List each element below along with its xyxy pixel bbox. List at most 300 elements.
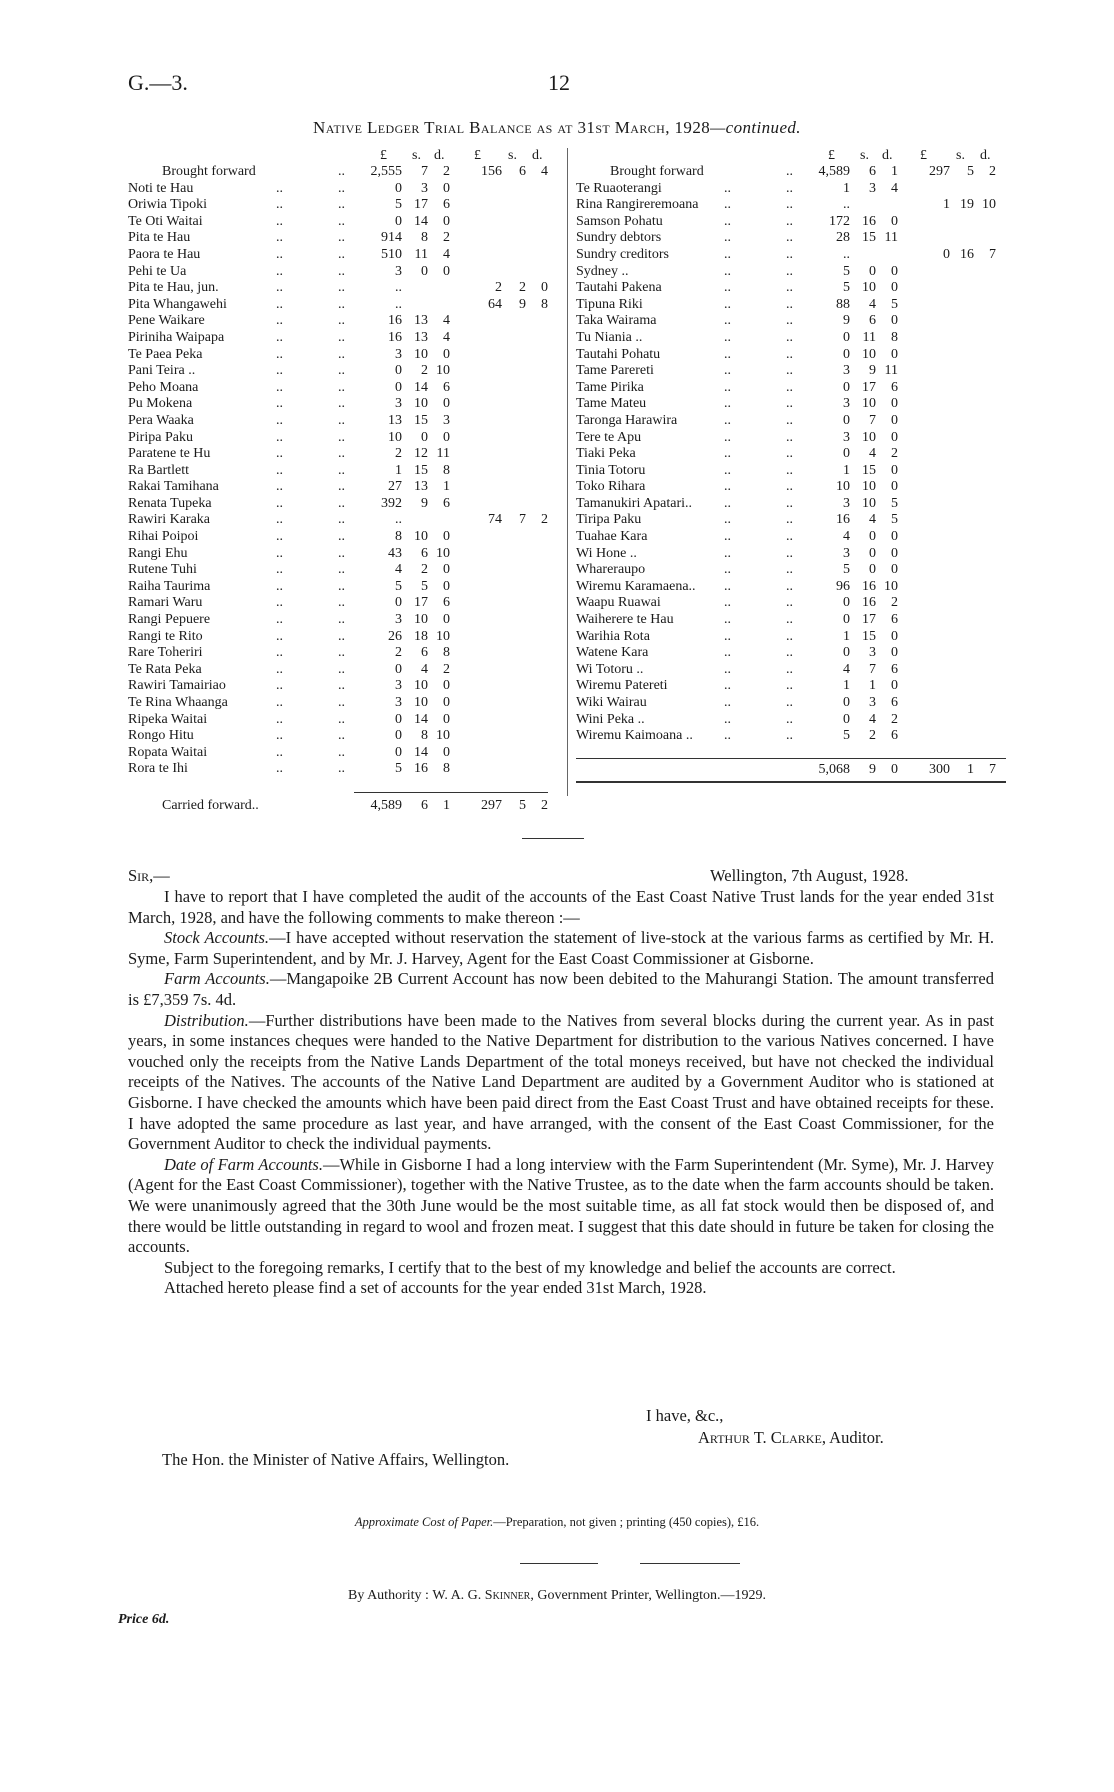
amount-shillings: 6 xyxy=(869,313,876,329)
account-name: Wi Totoru .. xyxy=(576,661,644,677)
leader-dots: .. xyxy=(724,197,731,213)
amount-pence: 0 xyxy=(443,578,450,594)
paragraph-certify: Subject to the foregoing remarks, I certify that to the best of my knowledge and belief the accounts are correct. xyxy=(164,1257,896,1277)
leader-dots: .. xyxy=(338,329,345,345)
addressee: The Hon. the Minister of Native Affairs, Wellington. xyxy=(162,1450,510,1469)
amount-pounds: 5 xyxy=(395,197,402,213)
leader-dots: .. xyxy=(786,346,793,362)
amount-shillings: 0 xyxy=(869,263,876,279)
account-name: Samson Pohatu xyxy=(576,213,663,229)
ledger-row xyxy=(128,380,560,397)
amount-shillings: 6 xyxy=(421,545,428,561)
leader-dots: .. xyxy=(338,180,345,196)
leader-dots: .. xyxy=(276,296,283,312)
ledger-row xyxy=(128,629,560,646)
account-name: Taronga Harawira xyxy=(576,412,678,428)
amount-pounds: 16 xyxy=(388,329,402,345)
ledger-row xyxy=(128,313,560,330)
account-name: Noti te Hau xyxy=(128,180,194,196)
account-name: Sundry debtors xyxy=(576,230,662,246)
leader-dots: .. xyxy=(276,462,283,478)
leader-dots: .. xyxy=(276,429,283,445)
amount-pence: 8 xyxy=(443,761,450,777)
ledger-row xyxy=(128,247,560,264)
leader-dots: .. xyxy=(724,246,731,262)
title-main: Native Ledger Trial Balance as at 31st March, 1928 xyxy=(313,118,711,137)
credit-pence: 10 xyxy=(982,197,996,213)
leader-dots: .. xyxy=(786,197,793,213)
ledger-row xyxy=(128,181,560,198)
amount-shillings: 3 xyxy=(869,695,876,710)
printer-name: W. A. G. Skinner xyxy=(432,1588,531,1603)
amount-pounds: 5 xyxy=(843,562,850,578)
leader-dots: .. xyxy=(338,529,345,545)
amount-shillings: 10 xyxy=(414,529,428,545)
amount-pounds: 5 xyxy=(395,578,402,594)
amount-shillings: 17 xyxy=(414,595,428,611)
total-pence: 0 xyxy=(891,762,898,777)
amount-shillings: 16 xyxy=(414,761,428,777)
amount-pence: 2 xyxy=(891,711,898,727)
amount-pounds: .. xyxy=(395,512,402,528)
account-name: Tiaki Peka xyxy=(576,446,636,462)
amount-shillings: 2 xyxy=(869,728,876,744)
amount-pounds: 43 xyxy=(388,545,402,561)
leader-dots: .. xyxy=(338,595,345,611)
document-code: G.—3. xyxy=(128,70,188,95)
amount-pence: 0 xyxy=(891,628,898,644)
amount-pounds: 4 xyxy=(843,529,850,545)
leader-dots: .. xyxy=(786,280,793,296)
account-name: Tere te Apu xyxy=(576,429,642,445)
ledger-row xyxy=(576,164,1006,181)
amount-pounds: .. xyxy=(395,280,402,296)
amount-shillings: 8 xyxy=(421,230,428,246)
amount-shillings: 10 xyxy=(414,695,428,710)
account-name: Pu Mokena xyxy=(128,396,193,412)
amount-shillings: 0 xyxy=(869,562,876,578)
account-name: Tame Parereti xyxy=(576,363,654,379)
account-name: Pani Teira .. xyxy=(128,363,196,379)
leader-dots: .. xyxy=(786,296,793,312)
stock-text: —I have accepted without reservation the statement of live-stock at the various farms as certified by Mr. H. Syme, Farm Superintendent, and by Mr. J. Harvey, Agent for the East Coast Commissioner at Gisborne. xyxy=(128,928,994,968)
leader-dots: .. xyxy=(724,180,731,196)
ledger-row xyxy=(576,313,1006,330)
amount-pence: 4 xyxy=(891,180,898,196)
account-name: Rongo Hitu xyxy=(128,728,194,744)
credit-pounds: 156 xyxy=(481,164,502,179)
amount-pence: 0 xyxy=(891,313,898,329)
credit-shillings: 6 xyxy=(519,164,526,179)
leader-dots: .. xyxy=(276,412,283,428)
amount-shillings: 13 xyxy=(414,313,428,329)
account-name: Brought forward xyxy=(162,164,256,179)
amount-pounds: 0 xyxy=(843,645,850,661)
credit-pence: 2 xyxy=(989,164,996,179)
ledger-row xyxy=(128,479,560,496)
amount-pence: 0 xyxy=(891,479,898,495)
ledger-row xyxy=(576,230,1006,247)
account-name: Toko Rihara xyxy=(576,479,646,495)
carried-forward-row xyxy=(128,798,560,816)
ledger-row xyxy=(128,463,560,480)
account-name: Rare Toheriri xyxy=(128,645,203,661)
amount-shillings: 0 xyxy=(421,263,428,279)
ledger-row xyxy=(576,695,1006,712)
amount-shillings: 10 xyxy=(862,479,876,495)
leader-dots: .. xyxy=(276,562,283,578)
amount-pounds: 5 xyxy=(395,761,402,777)
ledger-row xyxy=(128,446,560,463)
amount-pence: 1 xyxy=(443,479,450,495)
leader-dots: .. xyxy=(338,578,345,594)
leader-dots: .. xyxy=(786,412,793,428)
leader-dots: .. xyxy=(724,628,731,644)
leader-dots: .. xyxy=(338,744,345,760)
account-name: Renata Tupeka xyxy=(128,495,212,511)
footer-rule xyxy=(520,1563,598,1564)
amount-pence: 0 xyxy=(891,462,898,478)
amount-pounds: 13 xyxy=(388,412,402,428)
leader-dots: .. xyxy=(276,230,283,246)
account-name: Pita te Hau xyxy=(128,230,191,246)
account-name: Warihia Rota xyxy=(576,628,650,644)
ledger-row xyxy=(576,612,1006,629)
leader-dots: .. xyxy=(786,246,793,262)
amount-pence: 6 xyxy=(891,695,898,710)
paragraph-attached: Attached hereto please find a set of accounts for the year ended 31st March, 1928. xyxy=(164,1278,707,1298)
leader-dots: .. xyxy=(338,645,345,661)
amount-pounds: 0 xyxy=(843,412,850,428)
letter-body xyxy=(128,887,994,1299)
amount-shillings: 9 xyxy=(869,363,876,379)
amount-pence: 4 xyxy=(443,329,450,345)
leader-dots: .. xyxy=(724,412,731,428)
ledger-right-rows xyxy=(576,164,1006,745)
leader-dots: .. xyxy=(786,628,793,644)
leader-dots: .. xyxy=(338,612,345,628)
ledger-row xyxy=(128,197,560,214)
amount-pounds: 1 xyxy=(395,462,402,478)
ledger-row xyxy=(576,330,1006,347)
amount-shillings: 2 xyxy=(421,363,428,379)
page-title xyxy=(0,118,1114,138)
amount-shillings: 8 xyxy=(421,728,428,744)
account-name: Tuahae Kara xyxy=(576,529,648,545)
amount-shillings: 14 xyxy=(414,379,428,395)
leader-dots: .. xyxy=(338,545,345,561)
amount-pence: 0 xyxy=(891,645,898,661)
leader-dots: .. xyxy=(724,346,731,362)
leader-dots: .. xyxy=(724,446,731,462)
amount-pence: 1 xyxy=(891,164,898,179)
paragraph-farm xyxy=(128,969,994,1010)
leader-dots: .. xyxy=(276,280,283,296)
ledger-row xyxy=(128,745,560,762)
total-pounds: 5,068 xyxy=(818,762,850,777)
amount-shillings: 16 xyxy=(862,213,876,229)
leader-dots: .. xyxy=(786,180,793,196)
ledger-row xyxy=(128,413,560,430)
amount-pounds: 172 xyxy=(829,213,850,229)
amount-pence: 11 xyxy=(884,363,898,379)
amount-shillings: 15 xyxy=(862,628,876,644)
amount-pence: 0 xyxy=(891,412,898,428)
ledger-row xyxy=(128,612,560,629)
total2-pence: 7 xyxy=(989,762,996,777)
account-name: Pene Waikare xyxy=(128,313,205,329)
leader-dots: .. xyxy=(338,761,345,777)
leader-dots: .. xyxy=(338,363,345,379)
pence-header: d. xyxy=(532,148,543,163)
credit-shillings: 5 xyxy=(967,164,974,179)
ledger-left-rows xyxy=(128,164,560,778)
amount-pounds: 0 xyxy=(395,744,402,760)
ledger-row xyxy=(576,463,1006,480)
leader-dots: .. xyxy=(724,263,731,279)
ledger-row xyxy=(128,496,560,513)
amount-shillings: 15 xyxy=(862,462,876,478)
credit-pence: 7 xyxy=(989,246,996,262)
amount-pounds: 0 xyxy=(843,346,850,362)
ledger-row xyxy=(576,363,1006,380)
leader-dots: .. xyxy=(276,661,283,677)
account-name: Wi Hone .. xyxy=(576,545,637,561)
amount-shillings: 16 xyxy=(862,578,876,594)
account-name: Ripeka Waitai xyxy=(128,711,208,727)
amount-pounds: 5 xyxy=(843,728,850,744)
amount-shillings: 3 xyxy=(869,645,876,661)
amount-pounds: 0 xyxy=(843,379,850,395)
amount-pounds: 3 xyxy=(395,346,402,362)
amount-pence: 5 xyxy=(891,495,898,511)
ledger-row xyxy=(576,181,1006,198)
total2-pounds: 300 xyxy=(929,762,950,777)
amount-pence: 0 xyxy=(891,263,898,279)
amount-pence: 0 xyxy=(443,695,450,710)
leader-dots: .. xyxy=(276,197,283,213)
credit-pounds: 64 xyxy=(488,296,502,312)
amount-shillings: 4 xyxy=(869,446,876,462)
currency-header-right xyxy=(576,148,1006,164)
amount-shillings: 10 xyxy=(862,346,876,362)
amount-pounds: 4 xyxy=(395,562,402,578)
leader-dots: .. xyxy=(724,545,731,561)
page-number: 12 xyxy=(548,70,570,95)
ledger-row xyxy=(128,678,560,695)
leader-dots: .. xyxy=(276,495,283,511)
leader-dots: .. xyxy=(338,661,345,677)
amount-shillings: 4 xyxy=(869,711,876,727)
leader-dots: .. xyxy=(786,728,793,744)
closing: I have, &c., xyxy=(646,1406,724,1425)
leader-dots: .. xyxy=(276,346,283,362)
leader-dots: .. xyxy=(724,363,731,379)
amount-pounds: 3 xyxy=(843,429,850,445)
account-name: Te Rina Whaanga xyxy=(128,695,228,710)
leader-dots: .. xyxy=(338,164,345,179)
leader-dots: .. xyxy=(338,678,345,694)
credit-pounds: 297 xyxy=(929,164,950,179)
amount-pence: 0 xyxy=(443,180,450,196)
amount-pence: 8 xyxy=(443,645,450,661)
credit-pounds: 0 xyxy=(943,246,950,262)
amount-pounds: 4,589 xyxy=(818,164,850,179)
amount-shillings: 4 xyxy=(869,296,876,312)
amount-pounds: 392 xyxy=(381,495,402,511)
amount-pounds: .. xyxy=(843,246,850,262)
pence-header: d. xyxy=(434,148,445,163)
amount-pounds: 16 xyxy=(388,313,402,329)
amount-pounds: 3 xyxy=(395,263,402,279)
credit-pence: 0 xyxy=(541,280,548,296)
ledger-row xyxy=(128,761,560,778)
amount-pounds: 2,555 xyxy=(370,164,402,179)
ledger-row xyxy=(128,512,560,529)
leader-dots: .. xyxy=(724,578,731,594)
amount-pounds: 0 xyxy=(395,379,402,395)
leader-dots: .. xyxy=(338,213,345,229)
leader-dots: .. xyxy=(786,612,793,628)
leader-dots: .. xyxy=(786,695,793,710)
amount-shillings: 10 xyxy=(862,396,876,412)
amount-pence: 0 xyxy=(891,562,898,578)
signature-name: Arthur T. Clarke xyxy=(698,1428,822,1447)
leader-dots: .. xyxy=(276,678,283,694)
amount-pounds: 16 xyxy=(836,512,850,528)
account-name: Tamanukiri Apatari.. xyxy=(576,495,693,511)
amount-pounds: 9 xyxy=(843,313,850,329)
amount-pence: 10 xyxy=(436,728,450,744)
leader-dots: .. xyxy=(786,529,793,545)
leader-dots: .. xyxy=(786,661,793,677)
ledger-row xyxy=(576,712,1006,729)
account-name: Wiki Wairau xyxy=(576,695,647,710)
amount-pence: 4 xyxy=(443,313,450,329)
leader-dots: .. xyxy=(276,529,283,545)
signature-role: , Auditor. xyxy=(821,1428,884,1447)
amount-pounds: 1 xyxy=(843,678,850,694)
amount-pounds: 3 xyxy=(843,495,850,511)
amount-pence: 0 xyxy=(891,396,898,412)
leader-dots: .. xyxy=(724,396,731,412)
amount-pounds: 0 xyxy=(395,711,402,727)
credit-shillings: 9 xyxy=(519,296,526,312)
leader-dots: .. xyxy=(338,313,345,329)
pence-header: d. xyxy=(980,148,991,163)
amount-pence: 10 xyxy=(436,363,450,379)
account-name: Piriniha Waipapa xyxy=(128,329,225,345)
leader-dots: .. xyxy=(338,296,345,312)
amount-shillings: 7 xyxy=(869,661,876,677)
amount-pounds: 3 xyxy=(395,612,402,628)
amount-shillings: 0 xyxy=(869,529,876,545)
account-name: Paratene te Hu xyxy=(128,446,211,462)
leader-dots: .. xyxy=(338,562,345,578)
amount-pounds: 0 xyxy=(843,695,850,710)
account-name: Waiherere te Hau xyxy=(576,612,674,628)
ledger-row xyxy=(128,396,560,413)
leader-dots: .. xyxy=(724,695,731,710)
farm-text: —Mangapoike 2B Current Account has now been debited to the Mahurangi Station. The amount transferred is £7,359 7s. 4d. xyxy=(128,969,994,1009)
leader-dots: .. xyxy=(338,263,345,279)
account-name: Ramari Waru xyxy=(128,595,203,611)
ledger-row xyxy=(128,214,560,231)
amount-pence: 0 xyxy=(443,346,450,362)
account-name: Te Oti Waitai xyxy=(128,213,203,229)
amount-shillings: 2 xyxy=(421,562,428,578)
amount-pence: 0 xyxy=(891,346,898,362)
ledger-row xyxy=(128,579,560,596)
amount-shillings: 12 xyxy=(414,446,428,462)
amount-shillings: 10 xyxy=(862,429,876,445)
leader-dots: .. xyxy=(338,246,345,262)
amount-pounds: 4 xyxy=(843,661,850,677)
amount-pence: 0 xyxy=(891,545,898,561)
ledger-row xyxy=(128,164,560,181)
leader-dots: .. xyxy=(276,446,283,462)
total-shillings: 9 xyxy=(869,762,876,777)
amount-shillings: 5 xyxy=(421,578,428,594)
leader-dots: .. xyxy=(786,462,793,478)
amount-pence: 8 xyxy=(891,329,898,345)
leader-dots: .. xyxy=(276,246,283,262)
leader-dots: .. xyxy=(786,446,793,462)
cost-note xyxy=(0,1515,1114,1530)
leader-dots: .. xyxy=(724,529,731,545)
amount-pounds: 0 xyxy=(843,446,850,462)
leader-dots: .. xyxy=(338,711,345,727)
leader-dots: .. xyxy=(786,263,793,279)
leader-dots: .. xyxy=(276,695,283,710)
account-name: Wiremu Kaimoana .. xyxy=(576,728,693,744)
amount-shillings: 3 xyxy=(421,180,428,196)
leader-dots: .. xyxy=(724,612,731,628)
leader-dots: .. xyxy=(786,213,793,229)
ledger-row xyxy=(128,230,560,247)
amount-shillings: 7 xyxy=(421,164,428,179)
amount-shillings: 14 xyxy=(414,213,428,229)
amount-pence: 6 xyxy=(891,728,898,744)
ledger-row xyxy=(576,413,1006,430)
leader-dots: .. xyxy=(724,462,731,478)
amount-pounds: 1 xyxy=(843,180,850,196)
credit-shillings: 7 xyxy=(519,512,526,528)
leader-dots: .. xyxy=(724,379,731,395)
shilling-header: s. xyxy=(956,148,965,163)
amount-shillings: 6 xyxy=(869,164,876,179)
account-name: Oriwia Tipoki xyxy=(128,197,207,213)
account-name: Rihai Poipoi xyxy=(128,529,199,545)
amount-pence: 2 xyxy=(891,595,898,611)
amount-pounds: 1 xyxy=(843,628,850,644)
ledger-row xyxy=(128,430,560,447)
authority-suffix: , Government Printer, Wellington.—1929. xyxy=(530,1588,766,1603)
leader-dots: .. xyxy=(338,446,345,462)
amount-pence: 8 xyxy=(443,462,450,478)
leader-dots: .. xyxy=(786,562,793,578)
amount-pence: 10 xyxy=(436,545,450,561)
leader-dots: .. xyxy=(786,313,793,329)
amount-shillings: 14 xyxy=(414,711,428,727)
leader-dots: .. xyxy=(276,263,283,279)
amount-pence: 0 xyxy=(891,429,898,445)
ledger-row xyxy=(576,280,1006,297)
leader-dots: .. xyxy=(338,479,345,495)
carried2-shillings: 5 xyxy=(519,798,526,813)
amount-shillings: 17 xyxy=(862,612,876,628)
amount-pence: 6 xyxy=(891,661,898,677)
